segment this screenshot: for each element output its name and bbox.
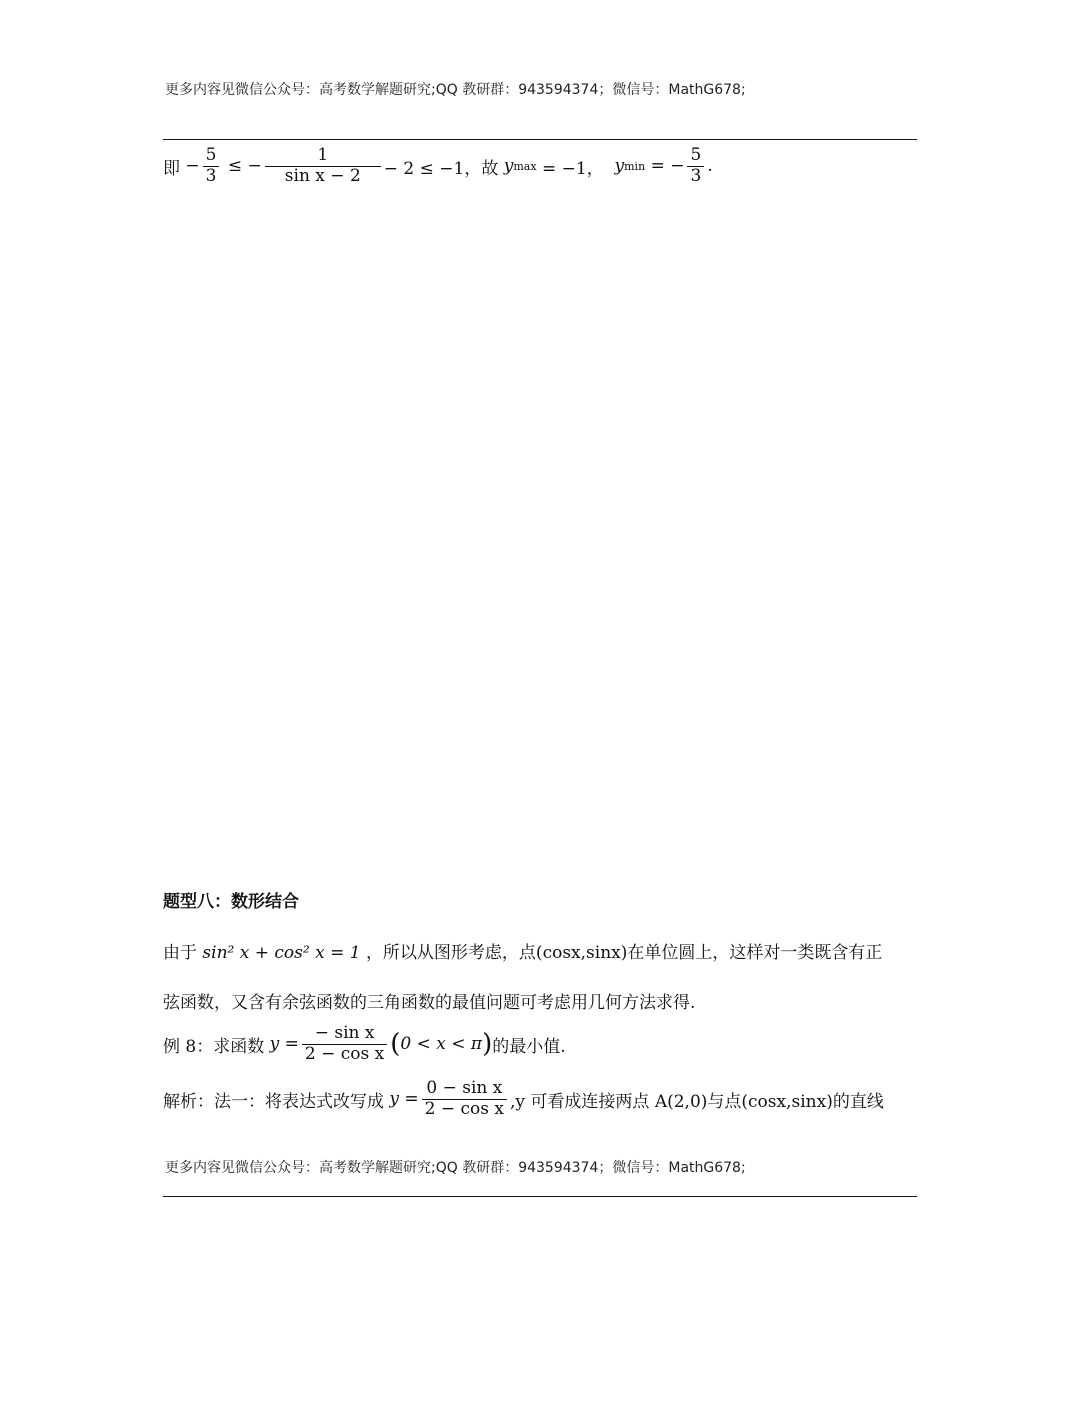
paragraph-2: 弦函数，又含有余弦函数的三角函数的最值问题可考虑用几何方法求得. <box>163 993 696 1013</box>
middle-text: − 2 ≤ −1，故 <box>383 158 499 179</box>
footer-rule <box>163 1196 917 1197</box>
inequality-line: 即 − $\frac{5}{3}$ ≤ − $\frac{1}{\text{sin x − 2}}$ − 2 ≤ −1，故 y max = −1， y min = − $\frac{5}{3}$ . <box>163 145 713 186</box>
example-label: 例 8：求函数 <box>163 1036 265 1057</box>
identity-formula: sin² x + cos² x = 1 <box>202 943 361 963</box>
solution-fraction: $\frac{\text{0 − sin x}}{\text{2 − cos x}}$ <box>422 1079 507 1119</box>
page-footer: 更多内容见微信公众号：高考数学解题研究;QQ 教研群：943594374；微信号：MathG678; <box>165 1160 746 1176</box>
example-8-line: 例 8：求函数 y = $\frac{\text{− sin x}}{\text{2 − cos x}}$ ( 0 < x < π ) 的最小值. <box>163 1023 566 1064</box>
domain-range: 0 < x < π <box>400 1034 483 1055</box>
fraction-1-sinx: $\frac{1}{\text{sin x − 2}}$ <box>265 146 381 186</box>
example-fraction: $\frac{\text{− sin x}}{\text{2 − cos x}}$ <box>302 1024 387 1064</box>
ymin-value: = − <box>650 156 685 177</box>
paragraph-1: 由于 sin² x + cos² x = 1 ，所以从图形考虑，点(cosx,sinx)在单位圆上，这样对一类既含有正 <box>163 943 883 963</box>
header-rule <box>163 139 917 140</box>
fraction-5-3: $\frac{5}{3}$ <box>203 146 220 186</box>
solution-label: 解析：法一：将表达式改写成 <box>163 1091 384 1112</box>
ymax-value: = −1， <box>541 158 604 179</box>
section-heading: 题型八：数形结合 <box>163 892 299 912</box>
fraction-5-3-b: $\frac{5}{3}$ <box>687 146 704 186</box>
prefix-text: 即 <box>163 158 180 179</box>
solution-line: 解析：法一：将表达式改写成 y = $\frac{\text{0 − sin x}}{\text{2 − cos x}}$ ,y 可看成连接两点 A(2,0)与点(cosx,sinx)的直线 <box>163 1078 884 1119</box>
page-header: 更多内容见微信公众号：高考数学解题研究;QQ 教研群：943594374；微信号：MathG678; <box>165 82 746 98</box>
